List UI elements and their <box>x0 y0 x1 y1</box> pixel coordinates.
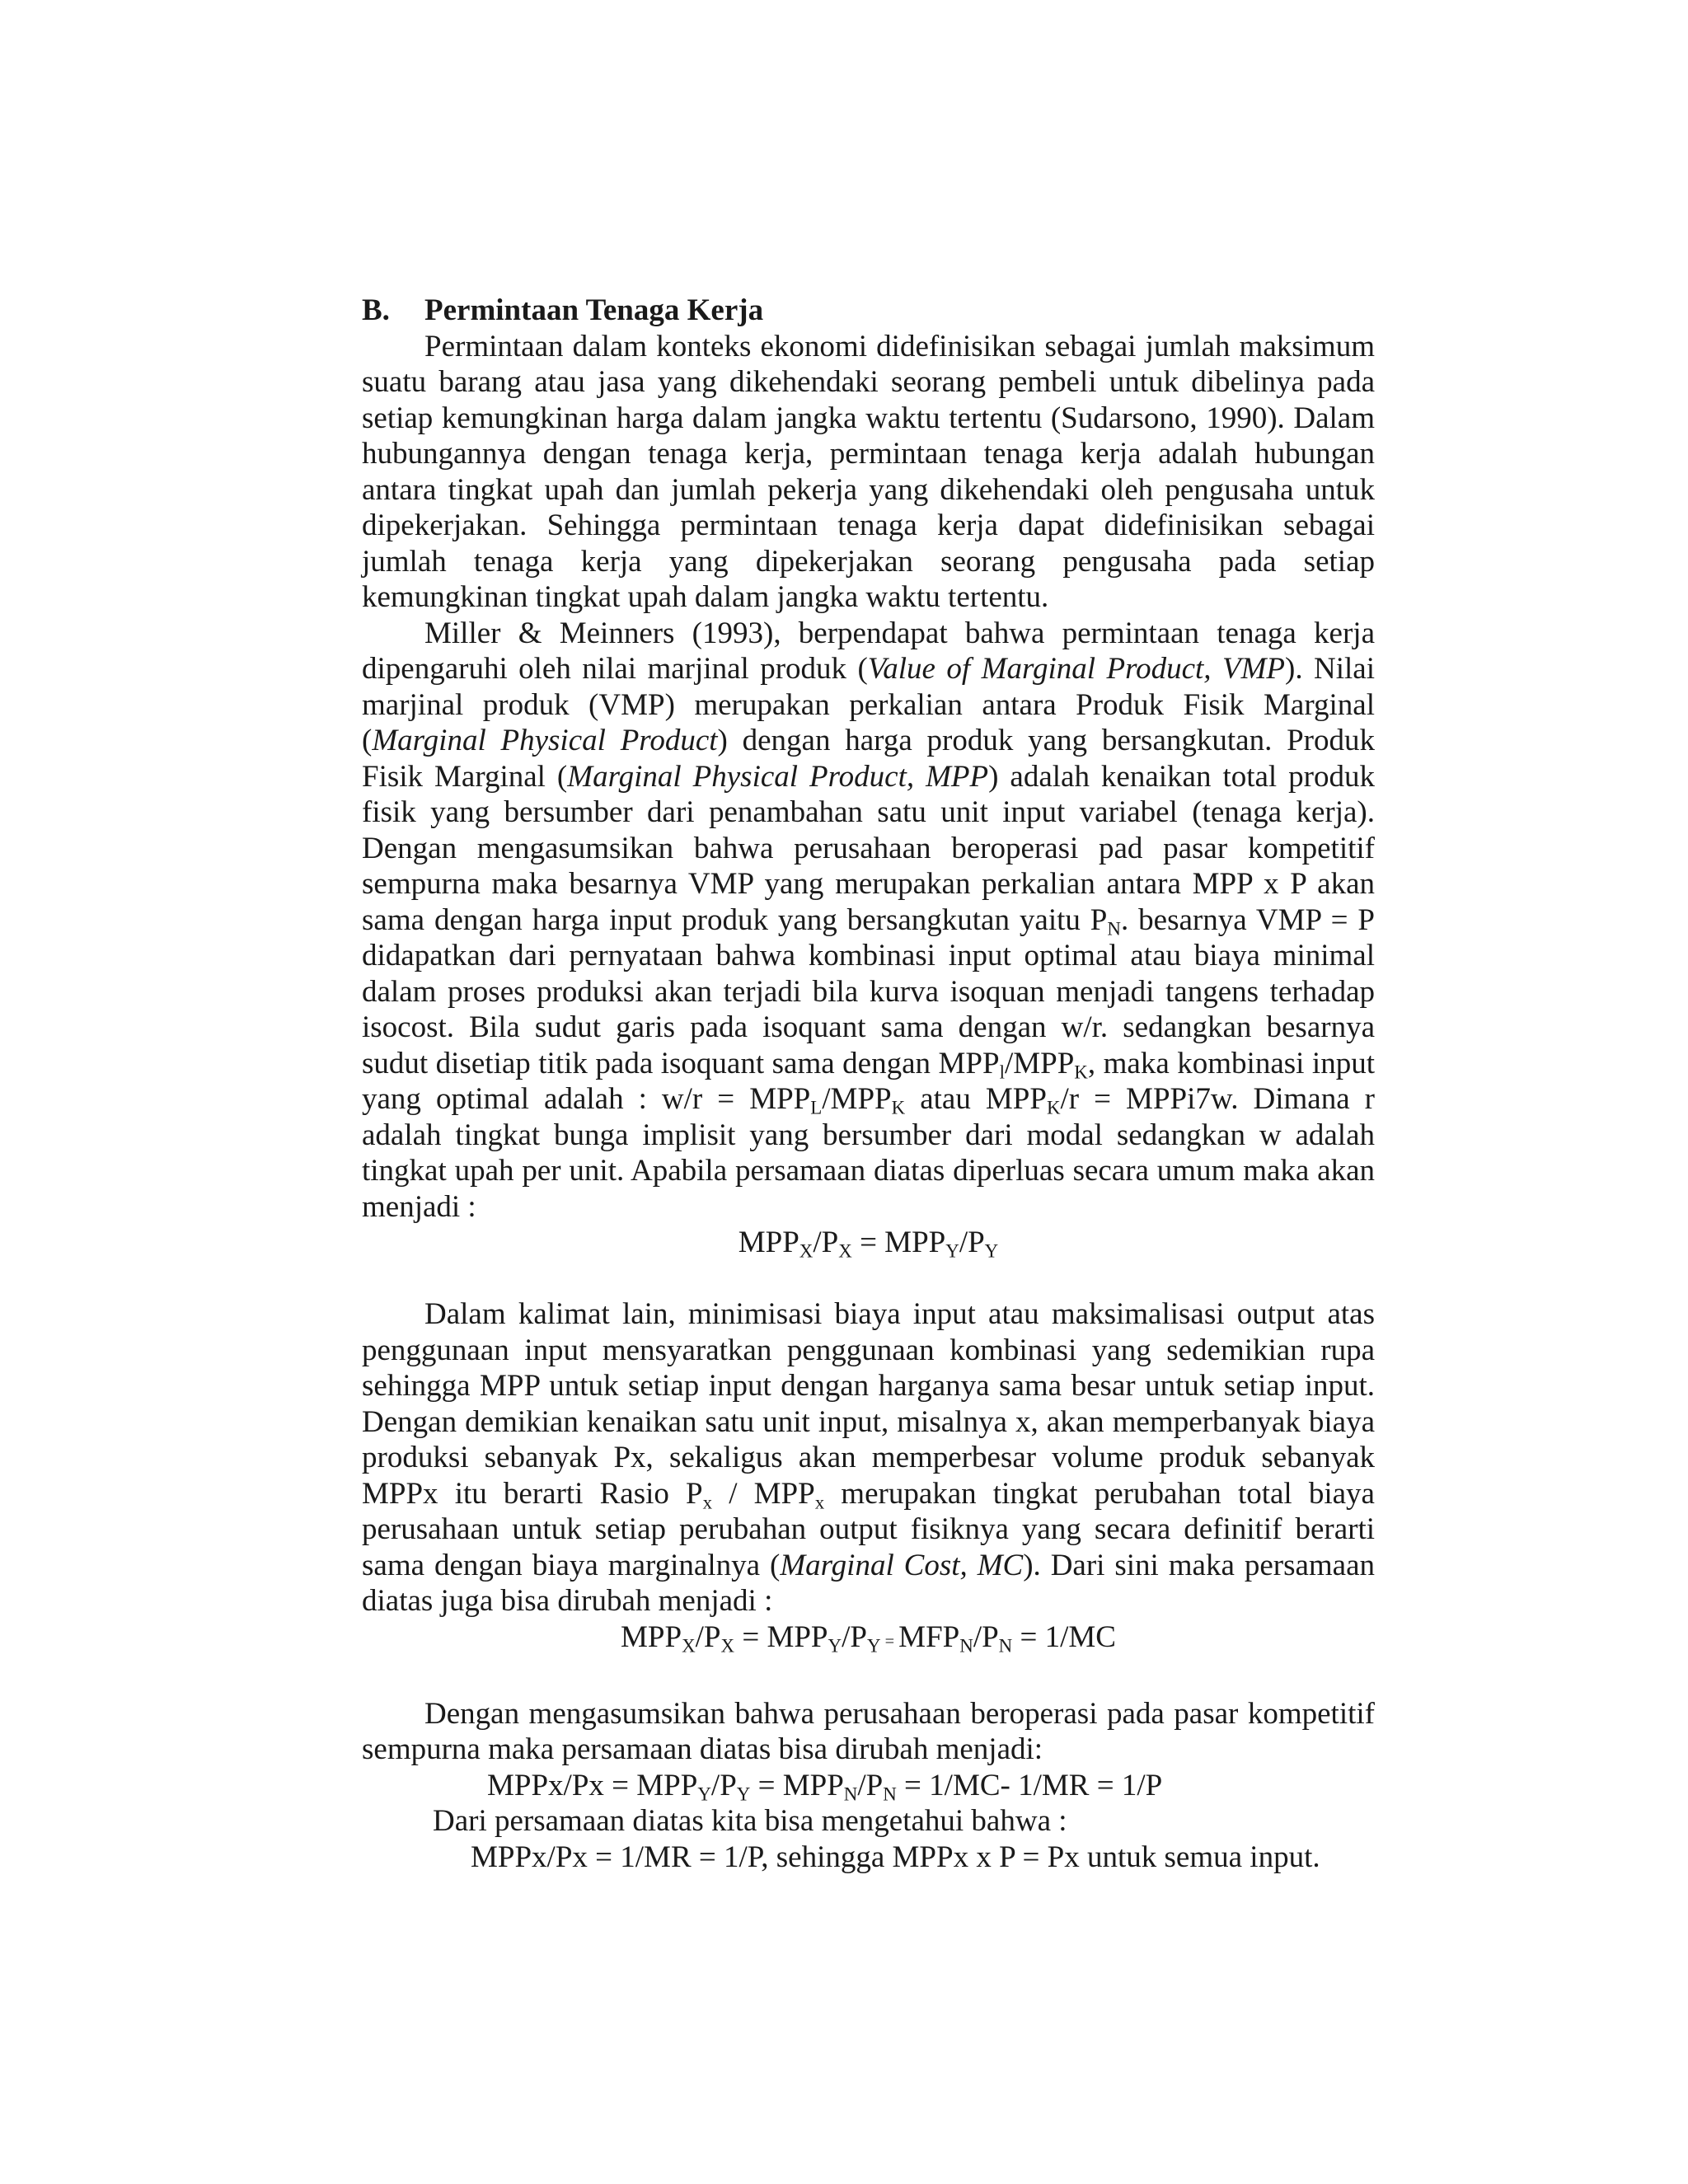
document-page <box>362 293 1375 1875</box>
equation-2: $MPP_X/P_X = MPP_Y/P_Y = MFP_N/P_N = 1/MC$ <box>621 1619 1116 1656</box>
paragraph-1: Permintaan dalam konteks ekonomi didefinisikan sebagai jumlah maksimum suatu barang atau jasa yang dikehendaki seorang pembeli untuk dibelinya pada setiap kemungkinan harga dalam jangka waktu tertentu (Sudarsono, 1990). Dalam hubungannya dengan tenaga kerja, permintaan tenaga kerja adalah hubungan antara tingkat upah dan jumlah pekerja yang dikehendaki oleh pengusaha untuk dipekerjakan. Sehingga permintaan tenaga kerja dapat didefinisikan sebagai jumlah tenaga kerja yang dipekerjakan seorang pengusaha pada setiap kemungkinan tingkat upah dalam jangka waktu tertentu. <box>362 329 1375 614</box>
equation-1: $MPP_X/P_X = MPP_Y/P_Y$ <box>738 1226 999 1262</box>
equation-3: MPPx/Px = $MPP_Y/P_Y = MPP_N/P_N = 1/MC-$ 1/MR = 1/P <box>487 1768 1163 1804</box>
section-heading <box>362 293 1375 329</box>
spacer <box>362 1660 1375 1696</box>
spacer <box>362 1261 1375 1297</box>
section-number: B. <box>362 293 390 327</box>
paragraph-3: Dalam kalimat lain, minimisasi biaya input atau maksimalisasi output atas penggunaan input mensyaratkan penggunaan kombinasi yang sedemikian rupa sehingga MPP untuk setiap input dengan harganya sama besar untuk setiap input. Dengan demikian kenaikan satu unit input, misalnya x, akan memperbanyak biaya produksi sebanyak Px, sekaligus akan memperbesar volume produk sebanyak MPPx itu berarti Rasio $P_x / MPP_x$ merupakan tingkat perubahan total biaya perusahaan untuk setiap perubahan output fisiknya yang secara definitif berarti sama dengan biaya marginalnya (Marginal Cost, MC). Dari sini maka persamaan diatas juga bisa dirubah menjadi : <box>362 1297 1376 1618</box>
section-title: Permintaan Tenaga Kerja <box>424 293 764 327</box>
paragraph-2: Miller & Meinners (1993), berpendapat bahwa permintaan tenaga kerja dipengaruhi oleh nilai marjinal produk (Value of Marginal Product, VMP). Nilai marjinal produk (VMP) merupakan perkalian antara Produk Fisik Marginal (Marginal Physical Product) dengan harga produk yang bersangkutan. Produk Fisik Marginal (Marginal Physical Product, MPP) adalah kenaikan total produk fisik yang bersumber dari penambahan satu unit input variabel (tenaga kerja). Dengan mengasumsikan bahwa perusahaan beroperasi pad pasar kompetitif sempurna maka besarnya VMP yang merupakan perkalian antara MPP x P akan sama dengan harga input produk yang bersangkutan yaitu $P_N$. besarnya VMP = P didapatkan dari pernyataan bahwa kombinasi input optimal atau biaya minimal dalam proses produksi akan terjadi bila kurva isoquan menjadi tangens terhadap isocost. Bila sudut garis pada isoquant sama dengan w/r. sedangkan besarnya sudut disetiap titik pada isoquant sama dengan $MPP_l/MPP_K$, maka kombinasi input yang optimal adalah : $w/r = MPP_L/MPP_K$ atau $MPP_K/r$ = MPPi7w. Dimana r adalah tingkat bunga implisit yang bersumber dari modal sedangkan w adalah tingkat upah per unit. Apabila persamaan diatas diperluas secara umum maka akan menjadi : <box>362 616 1376 1224</box>
equation-4: MPPx/Px = 1/MR = 1/P, sehingga MPPx x P = Px untuk semua input. <box>471 1840 1320 1874</box>
paragraph-4: Dengan mengasumsikan bahwa perusahaan beroperasi pada pasar kompetitif sempurna maka persamaan diatas bisa dirubah menjadi: <box>362 1696 1375 1766</box>
text-line-5: Dari persamaan diatas kita bisa mengetahui bahwa : <box>433 1804 1067 1838</box>
